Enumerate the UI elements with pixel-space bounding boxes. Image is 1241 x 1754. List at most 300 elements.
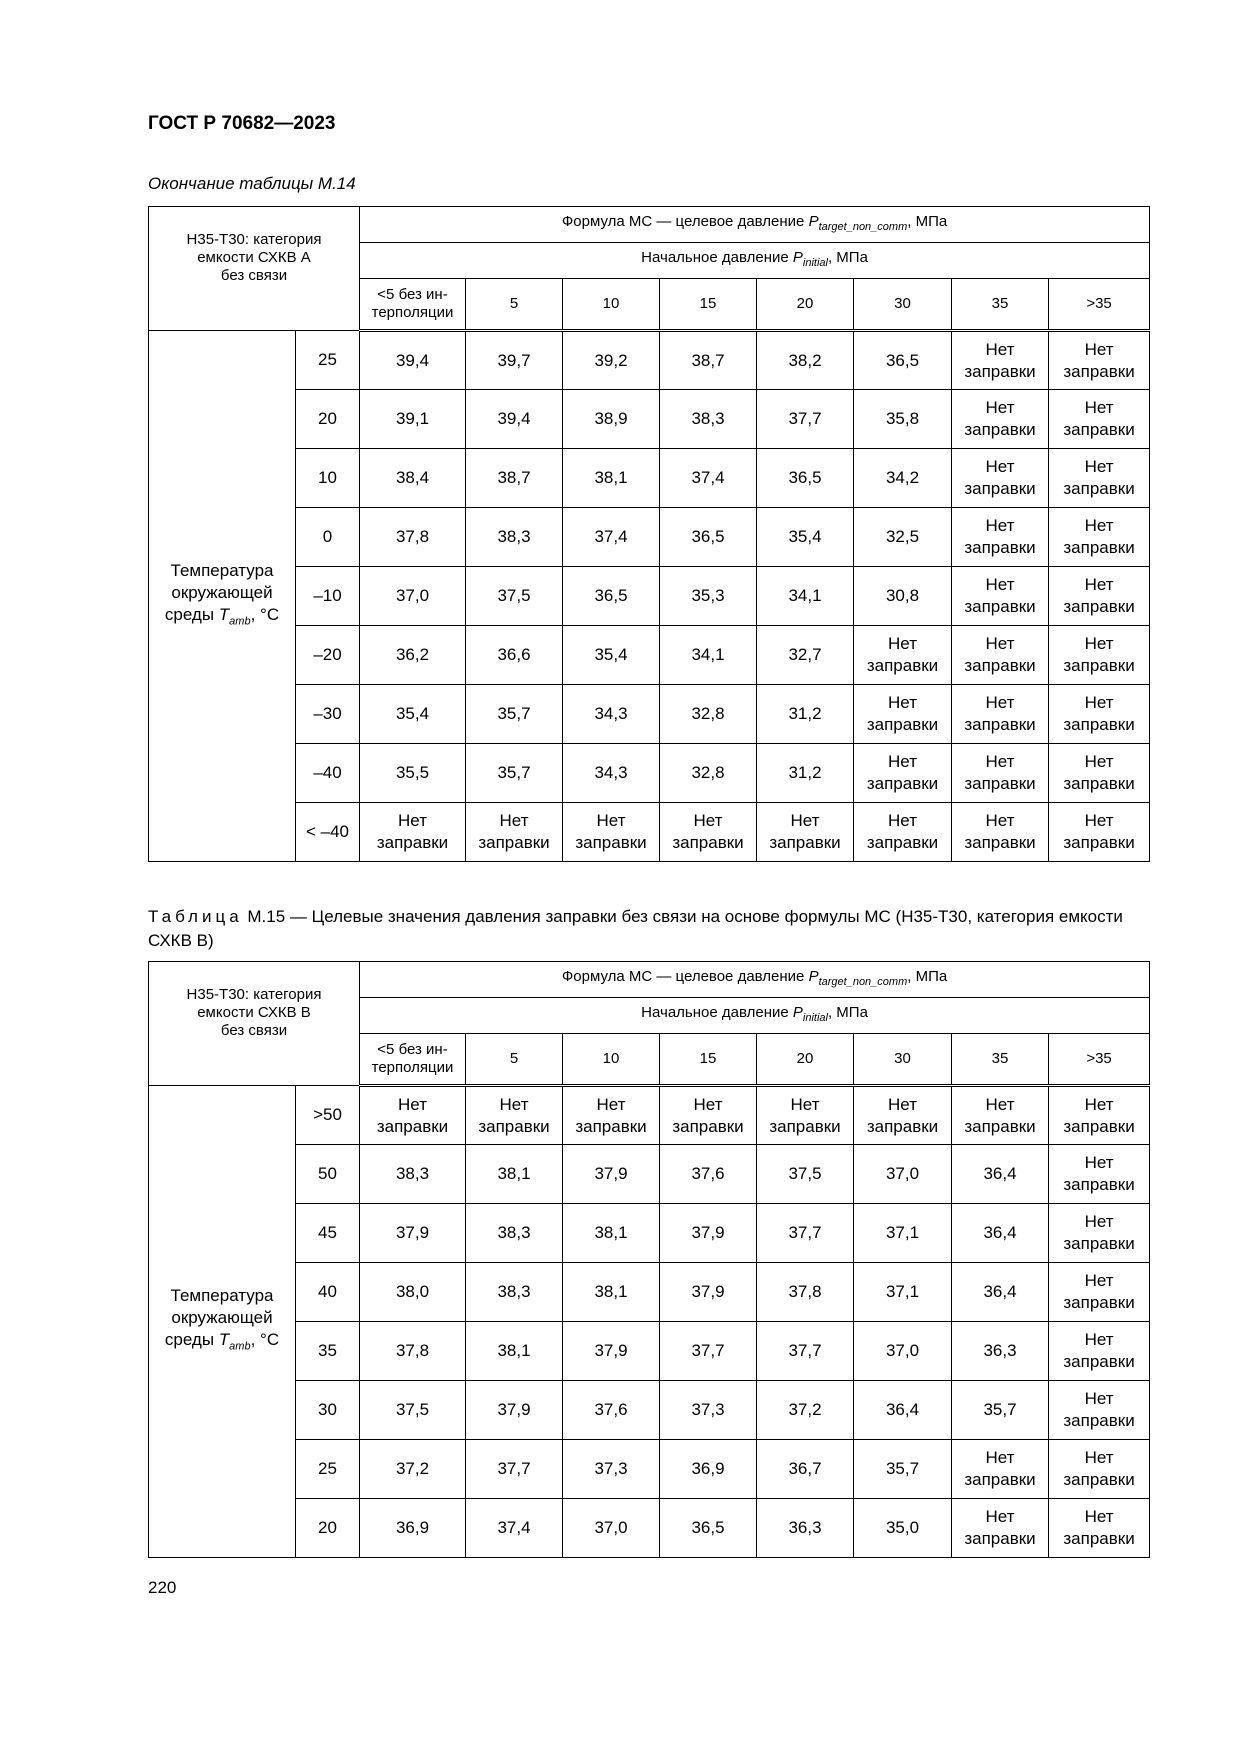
cell-text-line: Нет (1084, 1212, 1114, 1231)
cell-text-line: 38,1 (497, 1164, 531, 1183)
pressure-value-cell (660, 1381, 757, 1440)
cell-text-line: 36,5 (594, 586, 628, 605)
cell-text-line: Нет (985, 575, 1015, 594)
cell-text-line: Нет (1084, 1330, 1114, 1349)
pressure-value-cell (952, 685, 1049, 744)
pressure-value-cell (466, 1440, 563, 1499)
cell-text-line: заправки (1063, 420, 1135, 439)
pressure-value-cell (466, 567, 563, 626)
column-header-line: 10 (602, 1050, 620, 1067)
cell-text-line: 32,8 (691, 763, 725, 782)
cell-text-line: 37,8 (788, 1282, 822, 1301)
cell-text-line: Нет (888, 634, 917, 653)
cell-text-line: 32,8 (691, 704, 725, 723)
temperature-cell: 35 (296, 1322, 360, 1381)
column-header-line: терполяции (371, 304, 454, 321)
pressure-value-cell (854, 331, 952, 390)
cell-text-line: Нет (1084, 1094, 1114, 1114)
pressure-value-cell (952, 1145, 1049, 1204)
pressure-value-cell (466, 331, 563, 390)
cell-text-line: 34,3 (594, 763, 628, 782)
pressure-value-cell (563, 1322, 660, 1381)
pressure-value-cell (466, 449, 563, 508)
pressure-value-cell (660, 685, 757, 744)
cell-text-line: заправки (1063, 597, 1135, 616)
cell-text-line: заправки (964, 597, 1036, 616)
cell-text-line: Нет (985, 1448, 1015, 1467)
temperature-cell: < –40 (296, 803, 360, 862)
table-row (149, 449, 1150, 508)
cell-text-line: заправки (1063, 715, 1135, 734)
cell-text-line: заправки (964, 715, 1036, 734)
column-header (660, 279, 757, 331)
cell-text-line: Нет (499, 811, 529, 830)
pressure-value-cell (757, 1322, 854, 1381)
cell-text-line: 37,9 (497, 1400, 531, 1419)
cell-text-line: Нет (1084, 457, 1114, 476)
temperature-cell: 45 (296, 1204, 360, 1263)
pressure-value-cell (757, 1499, 854, 1558)
pressure-value-cell (757, 1381, 854, 1440)
temperature-cell: –10 (296, 567, 360, 626)
pressure-value-cell (466, 803, 563, 862)
cell-text-line: Нет (693, 1094, 723, 1114)
cell-text-line: 39,4 (497, 409, 531, 428)
cell-text-line: заправки (769, 1116, 841, 1136)
cell-text-line: 36,3 (983, 1341, 1017, 1360)
cell-text-line: 36,4 (983, 1282, 1017, 1301)
pressure-value-cell (360, 1086, 466, 1145)
cell-text-line: 35,7 (497, 763, 531, 782)
pressure-value-cell (660, 567, 757, 626)
cell-text-line: 39,2 (594, 350, 628, 370)
table-row (149, 1381, 1150, 1440)
cell-text-line: 36,6 (497, 645, 531, 664)
cell-text-line: 34,2 (885, 468, 920, 487)
cell-text-line: Нет (985, 693, 1015, 712)
cell-text-line: 37,9 (691, 1282, 725, 1301)
cell-text-line: 38,3 (497, 1223, 531, 1242)
pressure-value-cell (563, 1145, 660, 1204)
pressure-value-cell (952, 508, 1049, 567)
pressure-value-cell (757, 744, 854, 803)
formula-header: Формула МС — целевое давление $P_{target\_non\_comm}$, МПа (360, 962, 1150, 998)
pressure-value-cell (757, 626, 854, 685)
pressure-value-cell (1049, 1322, 1150, 1381)
cell-text-line: заправки (478, 833, 550, 852)
column-header-line: 15 (699, 1050, 717, 1067)
cell-text-line: заправки (1063, 538, 1135, 557)
cell-text-line: 36,3 (788, 1518, 822, 1537)
pressure-value-cell (466, 1145, 563, 1204)
temperature-cell: 25 (296, 1440, 360, 1499)
corner-line-1: Н35-Т30: категория (186, 985, 322, 1003)
column-header-line: 35 (991, 1050, 1009, 1067)
pressure-value-cell (854, 1499, 952, 1558)
pressure-value-cell (757, 1263, 854, 1322)
cell-text-line: заправки (964, 538, 1036, 557)
corner-header-cell (149, 962, 360, 1086)
cell-text-line: заправки (672, 833, 744, 852)
pressure-value-cell (1049, 508, 1150, 567)
cell-text-line: заправки (964, 1529, 1036, 1548)
pressure-value-cell (854, 1381, 952, 1440)
cell-text-line: 39,1 (395, 409, 430, 428)
pressure-value-cell (466, 390, 563, 449)
column-header-line: 30 (894, 1050, 911, 1067)
cell-text-line: Нет (888, 693, 917, 712)
pressure-value-cell (1049, 390, 1150, 449)
cell-text-line: 37,7 (497, 1459, 531, 1478)
pressure-value-cell (660, 744, 757, 803)
pressure-value-cell (1049, 803, 1150, 862)
cell-text-line: Нет (1084, 516, 1114, 535)
table-row (149, 685, 1150, 744)
pressure-value-cell (660, 803, 757, 862)
column-header (563, 279, 660, 331)
cell-text-line: 38,7 (691, 350, 725, 370)
pressure-value-cell (660, 1204, 757, 1263)
pressure-value-cell (854, 626, 952, 685)
pressure-value-cell (660, 1499, 757, 1558)
pressure-value-cell (563, 508, 660, 567)
pressure-value-cell (360, 1145, 466, 1204)
cell-text-line: 37,0 (594, 1518, 628, 1537)
table-row (149, 803, 1150, 862)
corner-header-cell (149, 207, 360, 331)
corner-line-2: емкости СХКВ В (197, 1003, 311, 1021)
cell-text-line: 37,9 (395, 1223, 430, 1242)
pressure-value-cell (563, 1499, 660, 1558)
cell-text-line: 38,7 (497, 468, 531, 487)
pressure-value-cell (360, 1204, 466, 1263)
pressure-value-cell (757, 331, 854, 390)
temperature-cell: >50 (296, 1086, 360, 1145)
pressure-value-cell (1049, 685, 1150, 744)
cell-text-line: 36,9 (691, 1459, 725, 1478)
pressure-value-cell (854, 1322, 952, 1381)
column-header (1049, 1034, 1150, 1086)
row-label-line-2: окружающей (171, 1308, 273, 1328)
cell-text-line: 38,1 (594, 468, 628, 487)
pressure-value-cell (757, 1440, 854, 1499)
temperature-cell: 20 (296, 1499, 360, 1558)
cell-text-line: 39,7 (497, 350, 531, 370)
cell-text-line: 35,7 (983, 1400, 1017, 1419)
cell-text-line: Нет (1084, 811, 1114, 830)
table-row (149, 1440, 1150, 1499)
cell-text-line: Нет (398, 1094, 427, 1114)
row-label-line-3: среды $T_{amb}$, °С (164, 1330, 280, 1353)
column-header-line: <5 без ин- (377, 1041, 448, 1058)
column-header (466, 279, 563, 331)
cell-text-line: заправки (964, 479, 1036, 498)
cell-text-line: Нет (985, 634, 1015, 653)
cell-text-line: 35,0 (885, 1518, 920, 1537)
column-header-line: 5 (509, 1050, 519, 1067)
cell-text-line: 35,4 (395, 704, 430, 723)
pressure-value-cell (360, 803, 466, 862)
cell-text-line: 34,1 (691, 645, 725, 664)
cell-text-line: 37,5 (497, 586, 531, 605)
pressure-value-cell (563, 744, 660, 803)
pressure-value-cell (360, 331, 466, 390)
table-row (149, 1204, 1150, 1263)
cell-text-line: Нет (1084, 752, 1114, 771)
cell-text-line: Нет (888, 752, 917, 771)
document-header: ГОСТ Р 70682—2023 (148, 113, 336, 134)
cell-text-line: заправки (1063, 1234, 1135, 1253)
cell-text-line: заправки (866, 656, 939, 675)
table-m14-end (148, 206, 1150, 862)
cell-text-line: 31,2 (788, 763, 822, 782)
pressure-value-cell (952, 331, 1049, 390)
pressure-value-cell (466, 1086, 563, 1145)
column-header-line: 20 (796, 1050, 814, 1067)
cell-text-line: 36,9 (395, 1518, 430, 1537)
table-row (149, 1086, 1150, 1145)
cell-text-line: заправки (1063, 833, 1135, 852)
pressure-value-cell (466, 1204, 563, 1263)
column-header-line: >35 (1086, 295, 1112, 312)
pressure-value-cell (360, 1263, 466, 1322)
pressure-value-cell (360, 449, 466, 508)
cell-text-line: 37,0 (885, 1341, 920, 1360)
row-label-line-1: Температура (170, 1286, 274, 1306)
cell-text-line: заправки (1063, 656, 1135, 675)
pressure-value-cell (660, 1145, 757, 1204)
pressure-value-cell (360, 390, 466, 449)
temperature-cell: 20 (296, 390, 360, 449)
table-row (149, 390, 1150, 449)
pressure-value-cell (952, 390, 1049, 449)
pressure-value-cell (360, 567, 466, 626)
pressure-value-cell (563, 626, 660, 685)
pressure-value-cell (466, 744, 563, 803)
ambient-temperature-label (149, 1086, 296, 1558)
column-header-line: 35 (991, 295, 1009, 312)
cell-text-line: 36,2 (395, 645, 430, 664)
cell-text-line: заправки (1063, 774, 1135, 793)
cell-text-line: 38,9 (594, 409, 628, 428)
cell-text-line: 37,5 (788, 1164, 822, 1183)
pressure-value-cell (563, 567, 660, 626)
cell-text-line: 37,4 (497, 1518, 531, 1537)
temperature-cell: –40 (296, 744, 360, 803)
pressure-value-cell (660, 449, 757, 508)
pressure-value-cell (854, 1145, 952, 1204)
cell-text-line: 37,7 (788, 1341, 822, 1360)
cell-text-line: заправки (1063, 1293, 1135, 1312)
cell-text-line: заправки (866, 1116, 939, 1136)
pressure-value-cell (360, 1322, 466, 1381)
pressure-value-cell (660, 1086, 757, 1145)
cell-text-line: 35,5 (395, 763, 430, 782)
column-header-line: <5 без ин- (377, 286, 448, 303)
pressure-value-cell (757, 390, 854, 449)
cell-text-line: заправки (964, 361, 1036, 381)
pressure-value-cell (854, 744, 952, 803)
pressure-value-cell (660, 331, 757, 390)
pressure-value-cell (360, 508, 466, 567)
cell-text-line: 37,6 (691, 1164, 725, 1183)
pressure-value-cell (952, 449, 1049, 508)
pressure-value-cell (952, 1263, 1049, 1322)
cell-text-line: 37,9 (691, 1223, 725, 1242)
column-header (1049, 279, 1150, 331)
pressure-value-cell (360, 685, 466, 744)
cell-text-line: Нет (888, 811, 917, 830)
cell-text-line: 36,5 (788, 468, 822, 487)
pressure-value-cell (952, 1499, 1049, 1558)
cell-text-line: Нет (985, 398, 1015, 417)
pressure-value-cell (1049, 1263, 1150, 1322)
pressure-value-cell (854, 508, 952, 567)
column-header (757, 1034, 854, 1086)
pressure-value-cell (660, 1263, 757, 1322)
cell-text-line: 38,3 (497, 1282, 531, 1301)
cell-text-line: 36,4 (885, 1400, 920, 1419)
cell-text-line: 38,1 (594, 1282, 628, 1301)
table-row (149, 331, 1150, 390)
table-row (149, 1145, 1150, 1204)
cell-text-line: 35,4 (788, 527, 822, 546)
cell-text-line: Нет (985, 811, 1015, 830)
cell-text-line: 38,1 (497, 1341, 531, 1360)
pressure-value-cell (660, 1440, 757, 1499)
table-row (149, 1263, 1150, 1322)
pressure-value-cell (1049, 744, 1150, 803)
table2-caption: Таблица М.15 — Целевые значения давления заправки без связи на основе формулы МС (Н35-Т30, категория емкости СХКВ В) (148, 907, 1123, 950)
table-row (149, 744, 1150, 803)
column-header-line: 30 (894, 295, 911, 312)
pressure-value-cell (660, 508, 757, 567)
cell-text-line: Нет (790, 811, 820, 830)
initial-pressure-header: Начальное давление $P_{initial}$, МПа (360, 998, 1150, 1034)
pressure-value-cell (1049, 626, 1150, 685)
pressure-value-cell (360, 1381, 466, 1440)
pressure-value-cell (854, 1086, 952, 1145)
cell-text-line: 37,4 (594, 527, 628, 546)
column-header (854, 1034, 952, 1086)
cell-text-line: заправки (575, 833, 647, 852)
pressure-value-cell (952, 1381, 1049, 1440)
cell-text-line: Нет (693, 811, 723, 830)
cell-text-line: Нет (499, 1094, 529, 1114)
row-label-line-3: среды $T_{amb}$, °С (164, 604, 280, 628)
cell-text-line: Нет (1084, 575, 1114, 594)
pressure-value-cell (854, 1263, 952, 1322)
temperature-cell: 40 (296, 1263, 360, 1322)
column-header-line: 10 (602, 295, 620, 312)
cell-text-line: 37,1 (885, 1223, 920, 1242)
cell-text-line: 37,9 (594, 1164, 628, 1183)
pressure-value-cell (360, 1499, 466, 1558)
corner-line-2: емкости СХКВ А (197, 248, 311, 266)
pressure-value-cell (660, 626, 757, 685)
cell-text-line: 38,3 (497, 527, 531, 546)
cell-text-line: 37,0 (885, 1164, 920, 1183)
temperature-cell: 30 (296, 1381, 360, 1440)
cell-text-line: 35,7 (885, 1459, 920, 1478)
cell-text-line: Нет (1084, 1448, 1114, 1467)
pressure-value-cell (563, 685, 660, 744)
cell-text-line: 32,7 (788, 645, 822, 664)
temperature-cell: 25 (296, 331, 360, 390)
table-row (149, 567, 1150, 626)
cell-text-line: 38,0 (395, 1282, 430, 1301)
cell-text-line: 39,4 (395, 350, 430, 370)
table-m15 (148, 961, 1150, 1558)
cell-text-line: 32,5 (885, 527, 920, 546)
cell-text-line: Нет (985, 457, 1015, 476)
cell-text-line: 35,4 (594, 645, 628, 664)
cell-text-line: Нет (790, 1094, 820, 1114)
cell-text-line: 37,8 (395, 1341, 430, 1360)
pressure-value-cell (952, 1086, 1049, 1145)
temperature-cell: –30 (296, 685, 360, 744)
column-header (660, 1034, 757, 1086)
cell-text-line: Нет (888, 1094, 917, 1114)
cell-text-line: заправки (1063, 1352, 1135, 1371)
cell-text-line: Нет (1084, 339, 1114, 359)
pressure-value-cell (563, 1381, 660, 1440)
cell-text-line: Нет (1084, 1507, 1114, 1526)
table1-caption: Окончание таблицы М.14 (148, 174, 356, 193)
table-row (149, 508, 1150, 567)
pressure-value-cell (466, 1381, 563, 1440)
cell-text-line: 37,6 (594, 1400, 628, 1419)
cell-text-line: 37,9 (594, 1341, 628, 1360)
pressure-value-cell (466, 1499, 563, 1558)
cell-text-line: заправки (1063, 1116, 1135, 1136)
cell-text-line: Нет (985, 339, 1015, 359)
cell-text-line: заправки (964, 656, 1036, 675)
pressure-value-cell (466, 1322, 563, 1381)
pressure-value-cell (952, 803, 1049, 862)
column-header (854, 279, 952, 331)
cell-text-line: Нет (1084, 1271, 1114, 1290)
ambient-temperature-label (149, 331, 296, 862)
cell-text-line: заправки (964, 420, 1036, 439)
pressure-value-cell (1049, 1086, 1150, 1145)
pressure-value-cell (466, 1263, 563, 1322)
cell-text-line: 35,8 (885, 409, 920, 428)
cell-text-line: заправки (866, 715, 939, 734)
pressure-value-cell (854, 685, 952, 744)
table-row (149, 1499, 1150, 1558)
temperature-cell: 10 (296, 449, 360, 508)
cell-text-line: 37,7 (788, 1223, 822, 1242)
pressure-value-cell (563, 1204, 660, 1263)
pressure-value-cell (1049, 1204, 1150, 1263)
initial-pressure-header: Начальное давление $P_{initial}$, МПа (360, 243, 1150, 279)
pressure-value-cell (854, 567, 952, 626)
pressure-value-cell (952, 744, 1049, 803)
pressure-value-cell (757, 567, 854, 626)
pressure-value-cell (360, 626, 466, 685)
table-row (149, 626, 1150, 685)
pressure-value-cell (1049, 1145, 1150, 1204)
cell-text-line: 37,1 (885, 1282, 920, 1301)
pressure-value-cell (854, 1440, 952, 1499)
cell-text-line: заправки (866, 833, 939, 852)
cell-text-line: заправки (769, 833, 841, 852)
cell-text-line: Нет (1084, 1153, 1114, 1172)
pressure-value-cell (360, 1440, 466, 1499)
cell-text-line: заправки (964, 774, 1036, 793)
pressure-value-cell (757, 1204, 854, 1263)
